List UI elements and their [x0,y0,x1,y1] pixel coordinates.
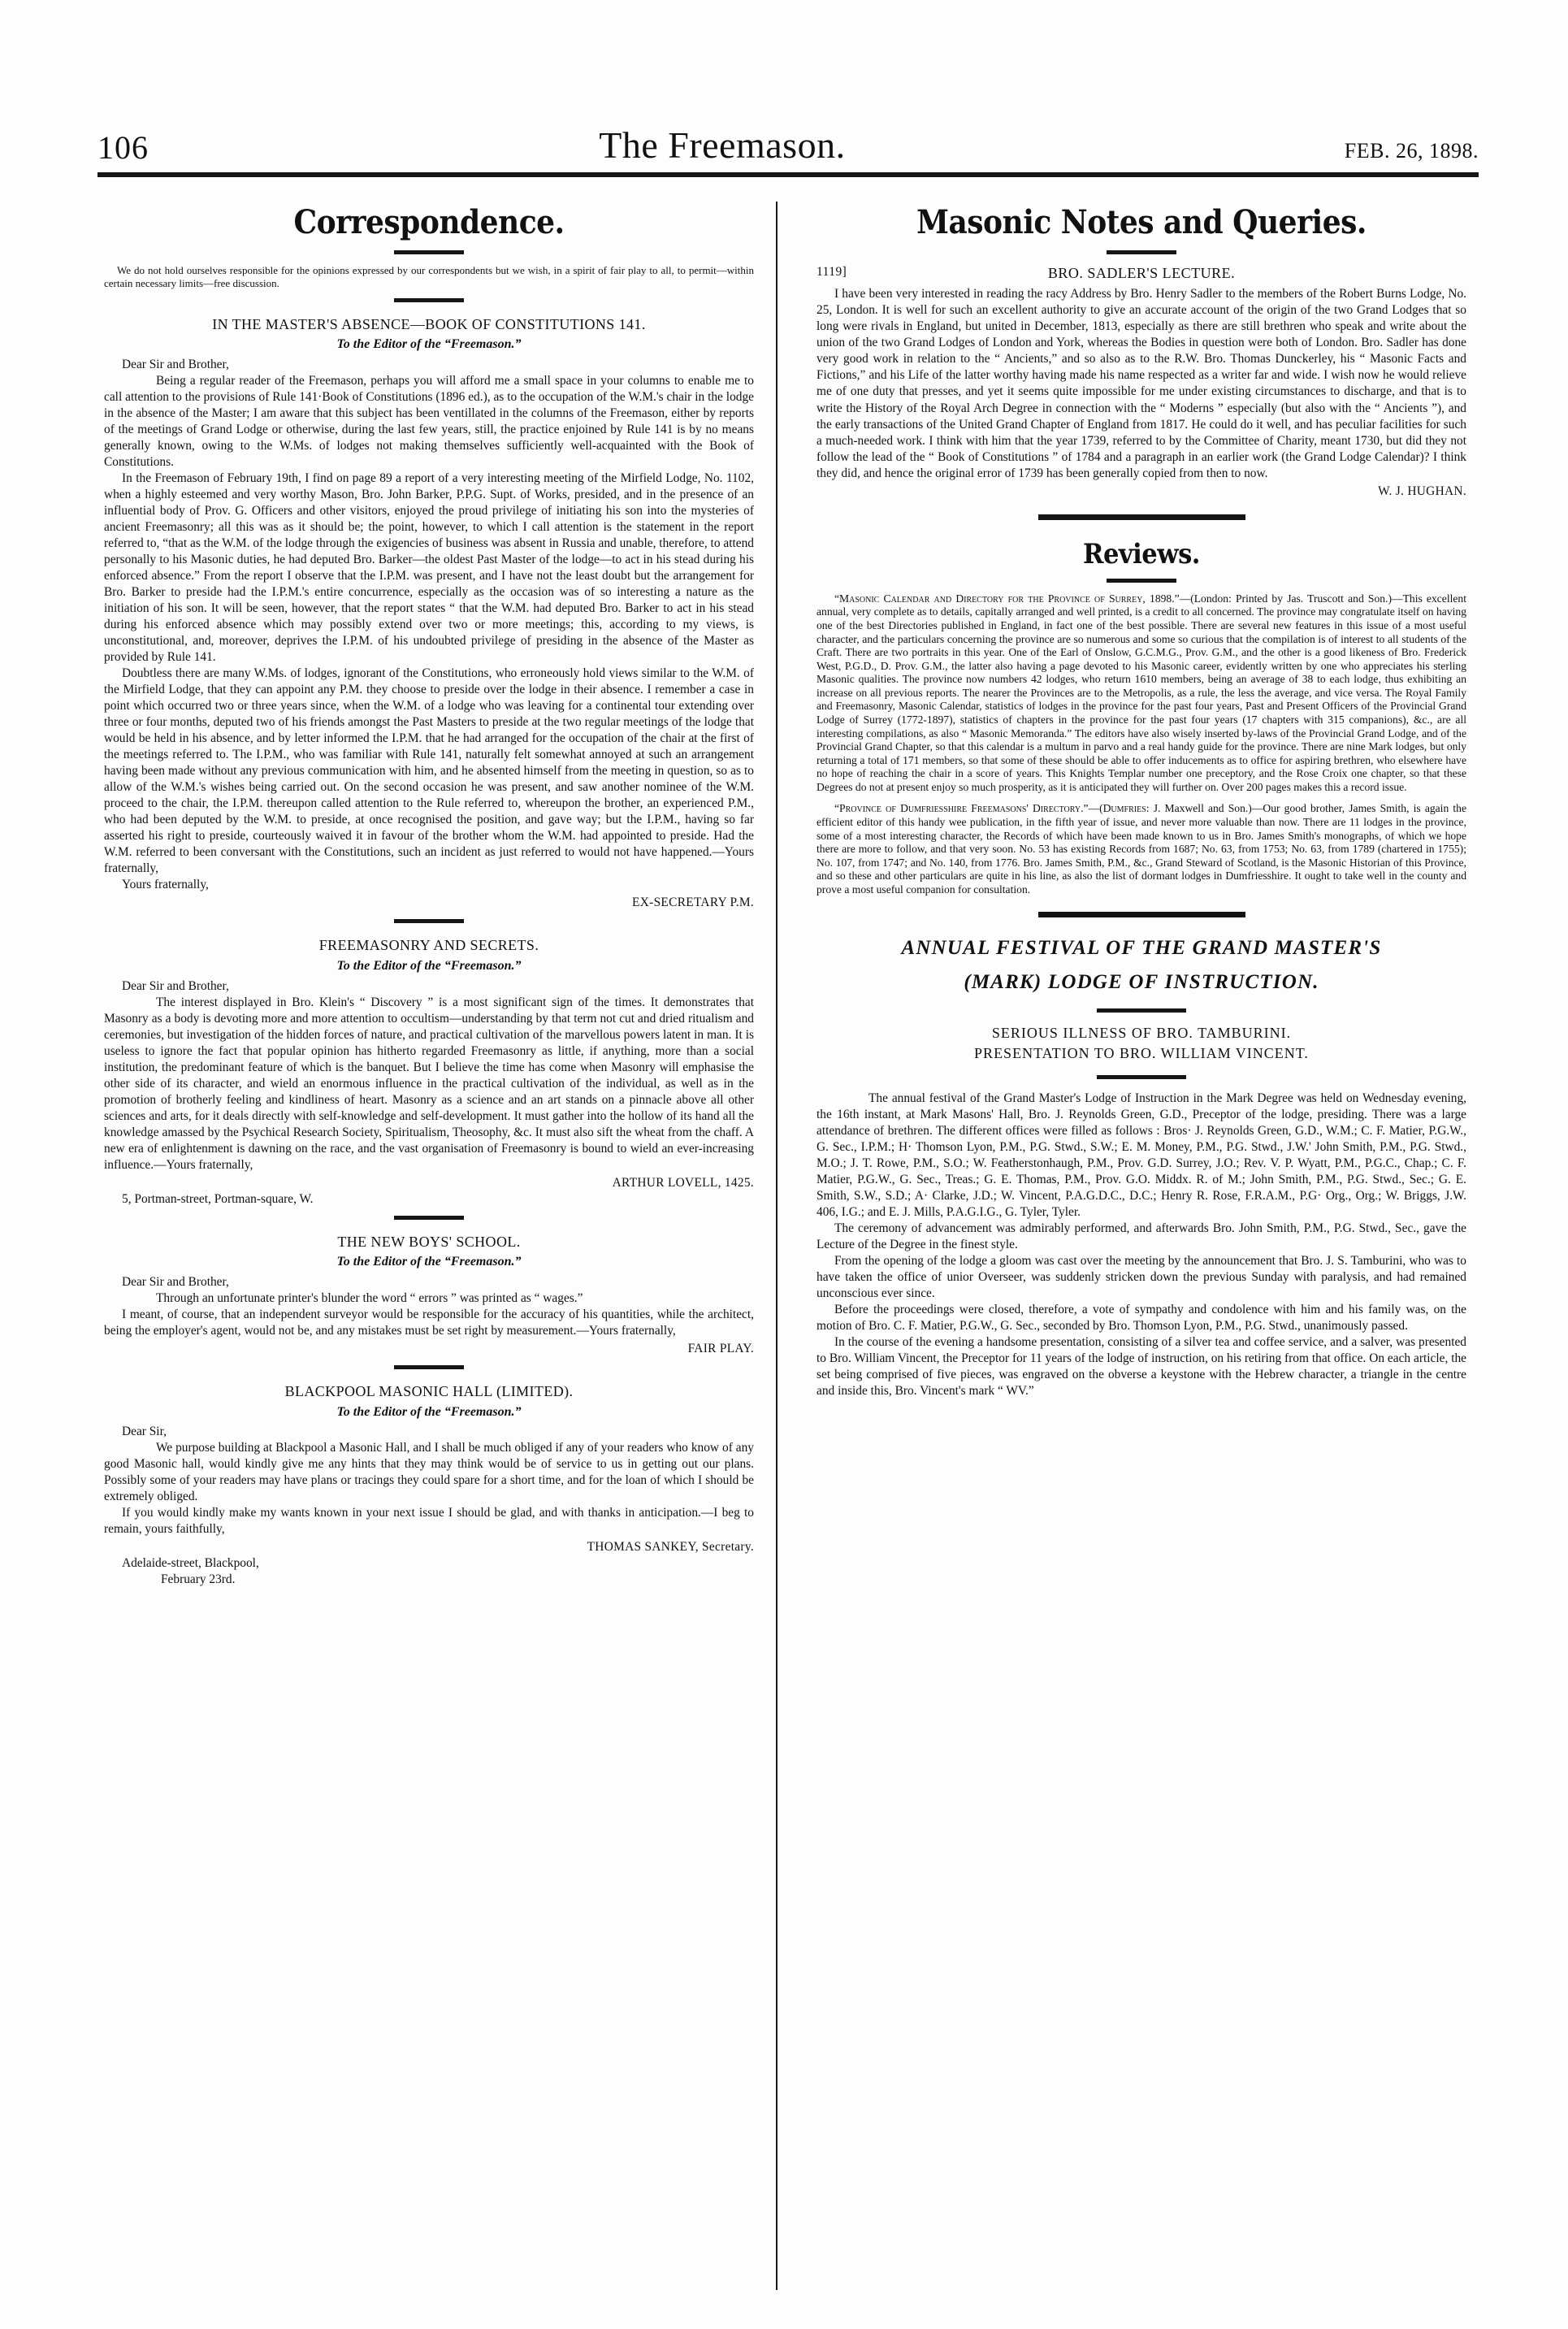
heading-rule [1107,250,1176,254]
right-column [816,202,1466,1399]
festival-paragraph: The annual festival of the Grand Master's Lodge of Instruction in the Mark Degree was held on Wednesday evening, the 16th instant, at Mark Masons' Hall, Bro. J. Reynolds Green, G.D., Preceptor of the lodge, presiding. There was a large attendance of brethren. The different offices were filled as follows : Bros· J. Reynolds Green, G.D., W.M.; C. F. Matier, P.G.W., G. Sec., I.P.M.; H· Thomson Lyon, P.M., P.G. Stwd., S.W.; E. M. Money, P.M., P.G. Stwd., J.W.' John Smith, P.M., P.G. Stwd., M.O.; J. T. Rowe, P.M., S.O.; W. Featherstonhaugh, P.M., Prov. G.D. Surrey, J.O.; Rev. V. P. Wyatt, P.M., P.G.C., Chap.; C. F. Matier, P.G.W., G. Sec., Treas.; G. E. Thomas, P.M., Prov. G.O. Middx. R. of M.; John Smith, P.M., P.G. Stwd., Sec.; G. E. Smith, S.W., S.D.; A· Clarke, J.D.; W. Vincent, P.A.G.D.C., D.C.; Henry R. Rose, F.R.A.M., P.G· Org., Org.; W. Briggs, J.W. 406, I.G.; and E. J. Mills, P.A.G.I.G., G. Tyler, Tyler. [816,1091,1466,1219]
letter-address: 5, Portman-street, Portman-square, W. [122,1191,314,1206]
review-body: J. Maxwell and Son.)—Our good brother, James Smith, is again the efficient editor of this handy wee publication, in the fifth year of issue, and never more valuable than now. There are 11 lodges in the province, some of a most interesting character, the Records of which have been made known to us in Bro. James Smith's monographs, of which we hope there are more to follow, and that very soon. No. 53 has existing Records from 1687; No. 63, from 1753; No. 63, from 1789 (chartered in 1755); No. 107, from 1747; and No. 140, from 1776. Bro. James Smith, P.M., &c., Grand Steward of Scotland, is the Masonic Historian of this Province, and so these and other particulars are quite in his line, as also the list of dormant lodges in Dumfriesshire. It ought to take well in the county and prove a most useful companion for consultation. [816,802,1466,896]
to-editor-line: To the Editor of the “Freemason.” [336,337,522,352]
review-item [816,802,1466,896]
letter-1 [104,315,754,912]
letter-4 [104,1382,754,1588]
letter-signature: FAIR PLAY. [687,1342,754,1356]
letter-separator-rule [394,1365,464,1369]
heading-rule [394,250,464,254]
letter-separator-rule [394,1216,464,1220]
issue-date: FEB. 26, 1898. [1344,139,1479,163]
festival-title-line-2: (MARK) LODGE OF INSTRUCTION. [964,970,1319,993]
festival-title-line-1: ANNUAL FESTIVAL OF THE GRAND MASTER'S [901,936,1382,959]
masonic-notes-heading: Masonic Notes and Queries. [916,203,1367,241]
review-item [816,592,1466,795]
letter-title: FREEMASONRY AND SECRETS. [318,937,539,954]
salutation: Dear Sir and Brother, [122,357,229,371]
column-divider [776,202,778,2290]
salutation: Dear Sir and Brother, [122,1275,229,1290]
letter-2 [104,936,754,1207]
letter-paragraph: The interest displayed in Bro. Klein's “ Discovery ” is a most significant sign of the times. It demonstrates that Masonry as a body is devoting more and more attention to occultism—understanding by that term not cut and dried ritualism and ceremonies, but investigation of the hidden forces of nature, and practical cultivation of the marvellous powers latent in man. It is useless to ignore the fact that popular opinion has hitherto regarded Freemasonry as little, if anything, more than a social institution, the predominant feature of which is the banquet. But I believe the time has come when Masonry will emphasise the other side of its character, and wield an enormous influence in the practical cultivation of the individual, as well as in the promotion of brotherly feeling and kindliness of heart. Masonry as a science and an art stands on a pinnacle above all other sciences and arts, for it deals directly with self-knowledge and self-development. It must gather into the hollow of its hand all the knowledge amassed by the Psychical Research Society, Spiritualism, Theosophy, &c. It must also sift the wheat from the chaff. A new era of enlightenment is dawning on the race, and the vast organisation of Freemasonry is bound to wield an ever-increasing influence.—Yours fraternally, [104,995,754,1172]
letter-address-line-2: February 23rd. [161,1572,236,1587]
festival-paragraph: In the course of the evening a handsome presentation, consisting of a silver tea and coffee service, and a salver, was presented to Bro. William Vincent, the Preceptor for 11 years of the lodge of instruction, on his retiring from that office. On each article, the set being comprised of five pieces, was engraved on the obverse a keystone with the Hebrew character, a triangle in the centre and inside this, Bro. Vincent's mark “ WV.” [816,1335,1466,1399]
review-body: 1898.”—(London: Printed by Jas. Truscott and Son.)—This excellent annual, very complete as to details, capitally arranged and well printed, is a credit to all concerned. The province may congratulate itself on having one of the best Directories published in England, in fact one of the best possible. There are several new features in this issue of a most useful character, and the particulars concerning the province are so numerous and some so curious that the compilation is of interest to all students of the Craft. There are two portraits in this year. One of the Earl of Onslow, G.C.M.G., Prov. G.M., and the other is a good likeness of Bro. Frederick West, P.G.D., D. Prov. G.M., the latter also having a page devoted to his Masonic career, evidently written by one who appreciates his sterling Masonic qualities. The province now numbers 42 lodges, who return 1610 members, being an average of 38 to each lodge, thus exhibiting an increase on all previous reports. The nearer the Provinces are to the Metropolis, as a rule, the less the average, and vice versa. The Royal Family and Freemasonry, Masonic Calendar, statistics of lodges in the province for the past four years, Past and Present Officers of the Provincial Grand Lodge of Surrey (1772-1897), statistics of chapters in the province for the past four years (17 chapters with 315 companions), &c., are all interesting compilations, as also “ Masonic Memoranda.” The editors have also wisely inserted by-laws of the Provincial Grand Lodge, and of the Provincial Grand Chapter, so that this calendar is a multum in parvo and a real handy guide for the province. There are nine Mark lodges, but only returning a total of 171 members, so that some of these should be able to offer inducements as to office for aspiring brethren, who elsewhere have no hope of reaching the chair in a score of years. This Knights Templar number one preceptory, and the Rose Croix one chapter, so that these Degrees do not at present enjoy so much prosperity, as it is anticipated they will further on. Over 200 pages makes this a record issue. [816,592,1466,793]
letter-signature: THOMAS SANKEY, Secretary. [587,1540,754,1555]
letter-paragraph: Doubtless there are many W.Ms. of lodges, ignorant of the Constitutions, who erroneously hold views similar to the W.M. of the Mirfield Lodge, that they can appoint any P.M. they choose to preside over the lodge in their absence. I remember a case in point which occurred two or three years since, when the W.M. of a lodge who was leaving for a continental tour extending over three or four months, deputed two of his friends amongst the Past Masters to preside at the two regular meetings of the lodge that would be held in his absence, and by letter informed the I.P.M. that he had arranged for the occupation of the chair at the first of the meetings referred to. The I.P.M., who was familiar with Rule 141, naturally felt somewhat annoyed at such an arrangement having been made without any previous communication with him, and he absented himself from the meeting in question, so as to allow of the W.M.'s wishes being carried out. On the second occasion he was present, and saw another nominee of the W.M. proceed to the chair, the I.P.M. thereupon called attention to the Rule referred to, whereupon the brother, an experienced P.M., who had been deputed by the W.M. to preside, at once recognised the position, and gave way; but the I.P.M., having so far asserted his right to preside, courteously waived it in favour of the brother whom the W.M. had appointed to preside. Had the W.M. referred to been conversant with the Constitutions, such an incident as just referred to would not have happened.—Yours fraternally, [104,666,754,876]
festival-paragraph: The ceremony of advancement was admirably performed, and afterwards Bro. John Smith, P.M., P.G. Stwd., Sec., gave the Lecture of the Degree in the finest style. [816,1221,1466,1251]
closing-line: Yours fraternally, [122,878,209,892]
letter-paragraph: We purpose building at Blackpool a Masonic Hall, and I shall be much obliged if any of your readers who know of any good Masonic hall, would kindly give me any hints that they may think would be of service to us in getting out our plans. Possibly some of your readers may have plans or tracings they could spare for a short time, and for the loan of which I should be extremely obliged. [104,1441,754,1504]
letter-title: IN THE MASTER'S ABSENCE—BOOK OF CONSTITUTIONS 141. [212,315,646,332]
to-editor-line: To the Editor of the “Freemason.” [336,958,522,973]
letter-paragraph: If you would kindly make my wants known in your next issue I should be glad, and with thanks in anticipation.—I beg to remain, yours faithfully, [104,1506,754,1537]
left-column [104,202,754,1588]
letter-address-line-1: Adelaide-street, Blackpool, [122,1556,259,1571]
note-signature: W. J. HUGHAN. [1378,484,1466,498]
reviews-heading: Reviews. [1083,537,1200,570]
salutation: Dear Sir, [122,1425,167,1439]
salutation: Dear Sir and Brother, [122,978,229,993]
to-editor-line: To the Editor of the “Freemason.” [336,1404,522,1419]
letter-title: BLACKPOOL MASONIC HALL (LIMITED). [284,1383,574,1400]
letter-3 [104,1233,754,1357]
section-rule [1038,514,1245,520]
review-headword: “Masonic Calendar and Directory for the Province of Surrey, [834,592,1146,605]
page-number: 106 [97,129,149,166]
heading-rule [1107,579,1176,583]
letter-paragraph: I meant, of course, that an independent surveyor would be responsible for the accuracy of his quantities, while the architect, being the employer's agent, would not be, and any mistakes must be set right by measurement.—Yours fraternally, [104,1308,754,1338]
festival-subhead-1: SERIOUS ILLNESS OF BRO. TAMBURINI. [991,1025,1292,1041]
disclaimer-rule [394,298,464,302]
masthead-rule [97,172,1479,177]
correspondence-heading: Correspondence. [293,203,565,241]
note-heading [816,264,1466,283]
festival-paragraph: From the opening of the lodge a gloom was cast over the meeting by the announcement that Bro. J. S. Tamburini, who was to have taken the office of unior Overseer, was suddenly stricken down the previous Sunday with paralysis, and had remained unconscious ever since. [816,1253,1466,1300]
to-editor-line: To the Editor of the “Freemason.” [336,1255,522,1269]
letter-paragraph: Through an unfortunate printer's blunder the word “ errors ” was printed as “ wages.” [156,1291,583,1306]
letter-paragraph: In the Freemason of February 19th, I find on page 89 a report of a very interesting meeting of the Mirfield Lodge, No. 1102, when a highly esteemed and very worthy Mason, Bro. John Barker, P.P.G. Supt. of Works, presided, and in the presence of an influential body of Prov. G. Officers and other visitors, enjoyed the proud privilege of initiating his son into the mysteries of ancient Freemasonry; all this was as it should be; the point, however, to which I call attention is the statement in the report referred to, “that as the W.M. of the lodge through the exigencies of business was absent in Russia and unable, therefore, to attend personally to his Masonic duties, he had deputed Bro. Barker—the oldest Past Master of the lodge—to act in his stead during his enforced absence.” From the report I observe that the I.P.M. was present, and I have not the least doubt but the arrangement for Bro. Barker to preside had the I.P.M.'s entire concurrence, especially as the occasion was of so interesting a nature as the initiation of his son. It will be seen, however, that the report states “ that the W.M. had deputed Bro. Barker to act in his stead during his enforced absence which may possibly extend over two or more meetings; this, according to my views, is unconstitutional, and, moreover, deprives the I.P.M. of his undoubted privilege of presiding in the absence of the Master as provided by Rule 141. [104,471,754,665]
letter-signature: ARTHUR LOVELL, 1425. [612,1175,754,1190]
festival-subhead-2: PRESENTATION TO BRO. WILLIAM VINCENT. [974,1045,1309,1062]
letter-signature: EX-SECRETARY P.M. [632,896,754,910]
review-headword: “Province of Dumfriesshire Freemasons' Directory.”—(Dumfries: [834,802,1150,815]
letter-paragraph: Being a regular reader of the Freemason, perhaps you will afford me a small space in your columns to enable me to call attention to the provisions of Rule 141·Book of Constitutions (1896 ed.), as to the occupation of the W.M.'s chair in the lodge in the absence of the Master; I am aware that this subject has been ventillated in the columns of the Freemason, either by reports of the meetings of Grand Lodge or otherwise, during the last few years, still, the practice enjoined by Rule 141 is by no means generally known, owing to the W.Ms. of lodges not making themselves sufficiently well-acquainted with the Book of Constitutions. [104,373,754,469]
festival-paragraph: Before the proceedings were closed, therefore, a vote of sympathy and condolence with him and his family was, on the motion of Bro. C. F. Matier, P.G.W., G. Sec., seconded by Bro. Thomson Lyon, P.M., P.G. Stwd., unanimously passed. [816,1302,1466,1333]
festival-subhead-rule [1097,1075,1186,1079]
note-title: BRO. SADLER'S LECTURE. [1047,265,1236,281]
festival-rule [1097,1008,1186,1013]
letter-title: THE NEW BOYS' SCHOOL. [337,1233,521,1250]
note-body: I have been very interested in reading the racy Address by Bro. Henry Sadler to the members of the Robert Burns Lodge, No. 25, London. It is well for such an excellent authority to give an accurate account of the origin of the two Grand Lodges that so long were rivals in England, but united in December, 1813, especially as there are still brethren who speak and write about the union of the two Grand Lodges of London and York, whereas the Bodies in question were both of London. Bro. Sadler has done very good work in relation to the “ Ancients,” and so also as to the R.W. Bro. Thomas Dunckerley, his “ Masonic Facts and Fictions,” and his Life of the latter worthy having made his name respected as a writer far and wide. I wish now he would relieve me of one duty that presses, and yet it seems quite impossible for me under existing circumstances to discharge, and that is to write the History of the Royal Arch Degree in connection with the “ Moderns ” especially (but also with the “ Ancients ”), and the early transactions of the United Grand Chapter of England from 1817. He could do it well, and has peculiar facilities for such a much-needed work. I think with him that the year 1739, referred to by the Committee of Charity, meant 1730, but did they not follow the lead of the “ Book of Constitutions ” of 1784 and a paragraph in an earlier work (the Grand Lodge Calendar)? I think they did, and hence the original error of 1739 has been generally copied from then to now. [816,287,1466,480]
letter-separator-rule [394,919,464,923]
note-number: 1119] [816,265,847,279]
section-rule [1038,912,1245,917]
editorial-disclaimer: We do not hold ourselves responsible for the opinions expressed by our correspondents but we wish, in a spirit of fair play to all, to permit—within certain necessary limits—free discussion. [104,264,754,289]
publication-title: The Freemason. [599,124,846,166]
masthead [97,118,1479,167]
